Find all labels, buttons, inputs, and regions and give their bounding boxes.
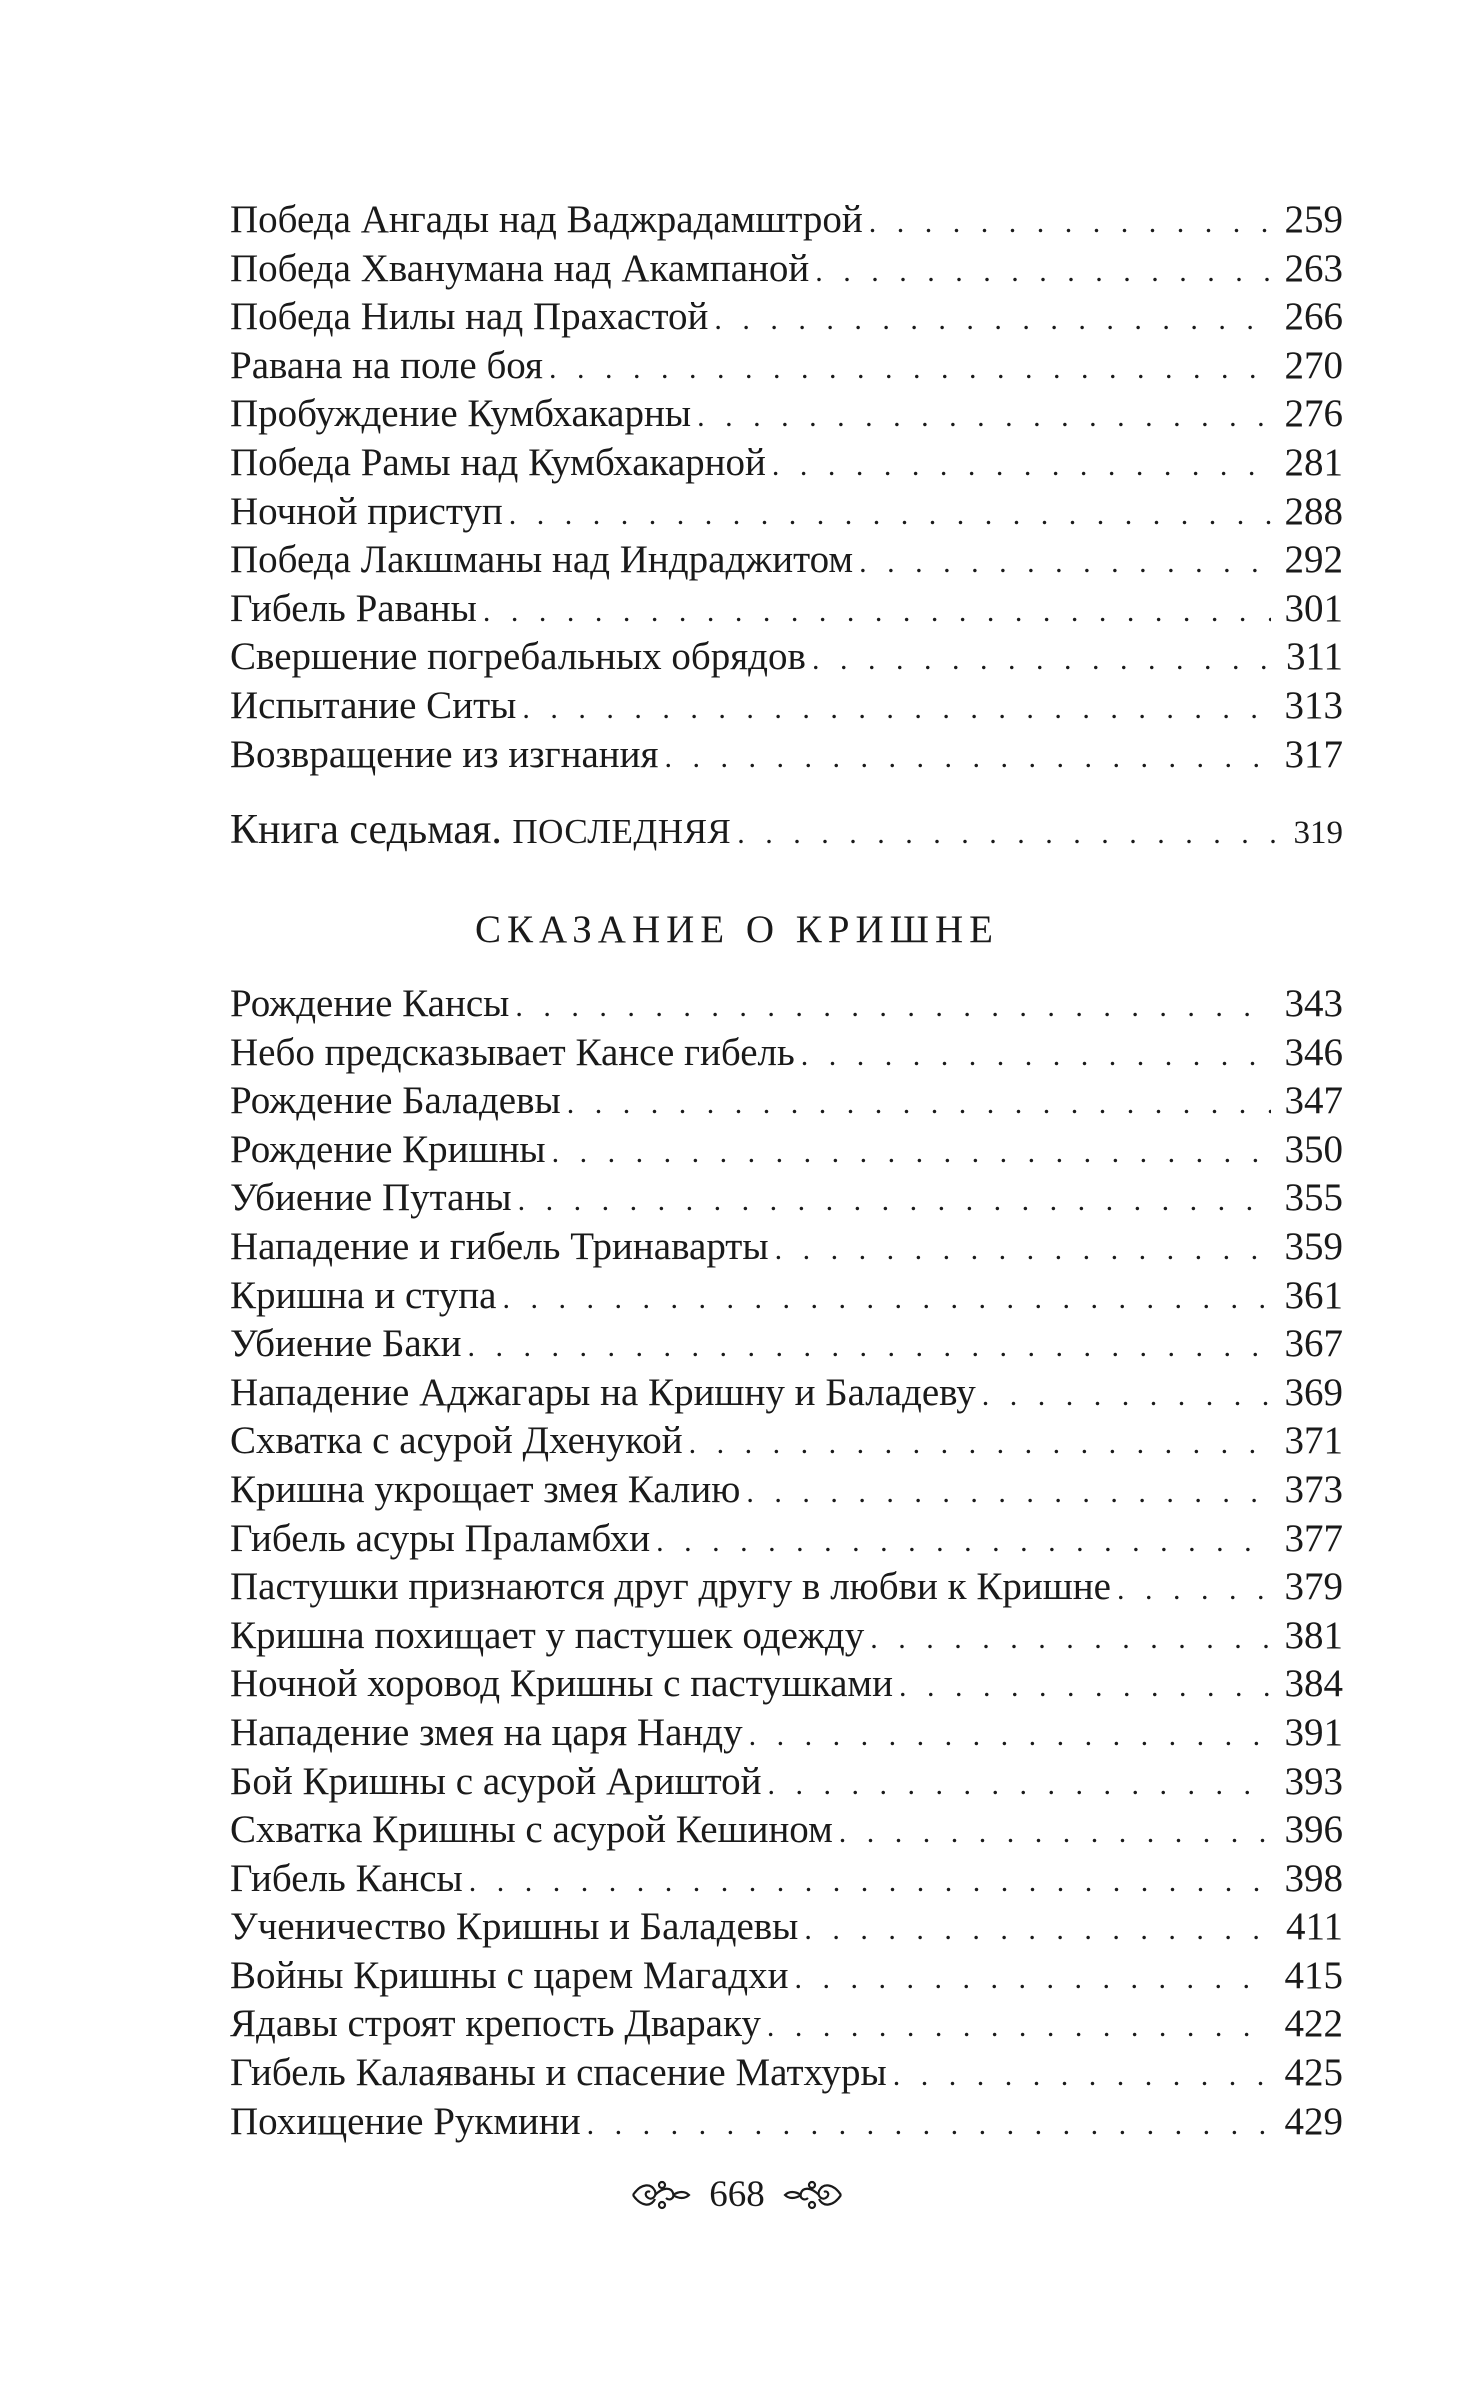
toc-entry-title: Рождение Баладевы (230, 1079, 561, 1123)
toc-entry (230, 196, 1343, 245)
dot-leader (899, 1663, 1271, 1712)
dot-leader (689, 1420, 1271, 1469)
dot-leader (468, 1323, 1271, 1372)
dot-leader (768, 1761, 1271, 1810)
toc-entry-page-number: 259 (1284, 198, 1343, 241)
toc-entry-page-number: 347 (1284, 1079, 1343, 1123)
toc-entry (230, 488, 1343, 537)
toc-entry-title: Похищение Рукмини (230, 2099, 581, 2143)
toc-entry (230, 1903, 1343, 1952)
dot-leader (515, 983, 1270, 1032)
dot-leader (697, 393, 1270, 442)
book-seven-page-number: 319 (1293, 815, 1343, 851)
toc-entry-title: Испытание Ситы (230, 683, 517, 727)
folio (0, 2170, 1474, 2220)
toc-entry-page-number: 346 (1284, 1030, 1343, 1074)
book-seven-subtitle: ПОСЛЕДНЯЯ (512, 812, 732, 851)
toc-entry-page-number: 263 (1284, 246, 1343, 290)
dot-leader (587, 2101, 1271, 2150)
toc-entry (230, 1417, 1343, 1466)
toc-entry (230, 439, 1343, 488)
toc-entry-page-number: 301 (1284, 586, 1343, 630)
toc-entry (230, 585, 1343, 634)
toc-entry-page-number: 367 (1284, 1322, 1343, 1366)
toc-entry-title: Кришна укрощает змея Калию (230, 1467, 741, 1511)
dot-leader (749, 1712, 1271, 1761)
toc-entry-title: Нападение змея на царя Нанду (230, 1710, 743, 1754)
toc-part-one (230, 196, 1343, 779)
toc-entry-title: Войны Кришны с царем Магадхи (230, 1953, 789, 1997)
dot-leader (1117, 1566, 1271, 1615)
toc-entry-page-number: 355 (1284, 1176, 1343, 1220)
toc-entry-title: Ночной приступ (230, 489, 503, 533)
toc-entry (230, 1806, 1343, 1855)
dot-leader (518, 1177, 1271, 1226)
dot-leader (812, 636, 1271, 685)
toc-entry (230, 1029, 1343, 1078)
page-number: 668 (709, 2174, 765, 2215)
toc-entry (230, 1126, 1343, 1175)
toc-entry-title: Победа Рамы над Кумбхакарной (230, 440, 766, 484)
dot-leader (775, 1226, 1271, 1275)
toc-entry-page-number: 425 (1284, 2051, 1343, 2095)
toc-entry (230, 1466, 1343, 1515)
toc-entry-title: Нападение Аджагары на Кришну и Баладеву (230, 1370, 976, 1414)
toc-entry-page-number: 429 (1284, 2099, 1343, 2143)
section-heading: СКАЗАНИЕ О КРИШНЕ (475, 908, 999, 951)
dot-leader (656, 1518, 1270, 1567)
dot-leader (509, 491, 1271, 540)
toc-entry-title: Схватка с асурой Дхенукой (230, 1419, 683, 1463)
dot-leader (893, 2052, 1271, 2101)
toc-entry-page-number: 391 (1284, 1710, 1343, 1754)
toc-entry-title: Гибель Кансы (230, 1856, 463, 1900)
toc-entry-page-number: 288 (1284, 489, 1343, 533)
toc-entry-title: Схватка Кришны с асурой Кешином (230, 1808, 833, 1852)
toc-entry (230, 1952, 1343, 2001)
toc-entry-title: Гибель Раваны (230, 586, 477, 630)
dot-leader (870, 1615, 1270, 1664)
toc-entry-title: Кришна похищает у пастушек одежду (230, 1613, 865, 1657)
dot-leader (552, 1129, 1271, 1178)
toc-entry (230, 2049, 1343, 2098)
toc-entry-page-number: 415 (1284, 1953, 1343, 1997)
dot-leader (483, 588, 1271, 637)
toc-entry (230, 682, 1343, 731)
toc-entry-title: Рождение Кансы (230, 982, 510, 1025)
dot-leader (503, 1275, 1271, 1324)
toc-entry-title: Бой Кришны с асурой Ариштой (230, 1759, 762, 1803)
toc-entry-page-number: 411 (1285, 1905, 1343, 1949)
toc-entry (230, 1563, 1343, 1612)
fleuron-right-icon (781, 2175, 845, 2215)
toc-entry (230, 2000, 1343, 2049)
toc-entry-page-number: 292 (1284, 538, 1343, 582)
toc-entry-page-number: 313 (1284, 683, 1343, 727)
toc-entry (230, 342, 1343, 391)
toc-entry (230, 536, 1343, 585)
toc-entry-page-number: 379 (1284, 1565, 1343, 1609)
toc-entry-title: Гибель Калаяваны и спасение Матхуры (230, 2051, 887, 2095)
toc-entry-page-number: 381 (1284, 1613, 1343, 1657)
toc-entry (230, 1515, 1343, 1564)
toc-entry-title: Пастушки признаются друг другу в любви к Кришне (230, 1565, 1111, 1609)
toc-entry-title: Победа Нилы над Прахастой (230, 295, 709, 339)
toc-entry-page-number: 350 (1284, 1127, 1343, 1171)
toc-entry (230, 633, 1343, 682)
toc-entry-page-number: 311 (1285, 635, 1343, 679)
toc-entry-page-number: 393 (1284, 1759, 1343, 1803)
toc-entry-title: Рождение Кришны (230, 1127, 546, 1171)
toc-entry-title: Ядавы строят крепость Двараку (230, 2002, 761, 2046)
dot-leader (772, 442, 1271, 491)
toc-entry-title: Равана на поле боя (230, 343, 543, 387)
toc-entry (230, 1758, 1343, 1807)
toc-entry (230, 1077, 1343, 1126)
dot-leader (737, 804, 1289, 864)
toc-entry-title: Пробуждение Кумбхакарны (230, 392, 692, 436)
toc-entry-title: Возвращение из изгнания (230, 732, 659, 776)
dot-leader (815, 248, 1270, 297)
toc-entry-page-number: 361 (1284, 1273, 1343, 1317)
dot-leader (567, 1080, 1271, 1129)
toc-entry (230, 1223, 1343, 1272)
toc-entry-title: Победа Лакшманы над Индраджитом (230, 538, 854, 582)
toc-entry-page-number: 371 (1284, 1419, 1343, 1463)
toc-entry (230, 1709, 1343, 1758)
book-seven-title (230, 800, 737, 862)
toc-entry (230, 2098, 1343, 2147)
dot-leader (714, 296, 1270, 345)
toc-entry (230, 1369, 1343, 1418)
toc-entry-title: Свершение погребальных обрядов (230, 635, 806, 679)
dot-leader (794, 1955, 1270, 2004)
toc-entry-page-number: 422 (1284, 2002, 1343, 2046)
toc-entry-title: Убиение Баки (230, 1322, 462, 1366)
toc-entry (230, 980, 1343, 1029)
dot-leader (469, 1858, 1271, 1907)
toc-entry-page-number: 377 (1284, 1516, 1343, 1560)
toc-entry (230, 1612, 1343, 1661)
toc-entry-title: Нападение и гибель Тринаварты (230, 1224, 769, 1268)
toc-entry-page-number: 270 (1284, 343, 1343, 387)
toc-entry (230, 731, 1343, 780)
toc-entry-title: Ночной хоровод Кришны с пастушками (230, 1662, 893, 1706)
toc-entry-page-number: 343 (1284, 982, 1343, 1025)
dot-leader (767, 2003, 1271, 2052)
toc-entry (230, 1320, 1343, 1369)
toc-entry-page-number: 373 (1284, 1467, 1343, 1511)
toc-entry-page-number: 317 (1284, 732, 1343, 776)
toc-entry-page-number: 369 (1284, 1370, 1343, 1414)
dot-leader (801, 1032, 1271, 1081)
toc-entry (230, 390, 1343, 439)
toc-entry-page-number: 398 (1284, 1856, 1343, 1900)
dot-leader (859, 539, 1270, 588)
toc-entry-page-number: 266 (1284, 295, 1343, 339)
toc-entry-title: Победа Ангады над Ваджрадамштрой (230, 198, 863, 241)
toc-entry (230, 1174, 1343, 1223)
dot-leader (549, 345, 1271, 394)
toc-entry-title: Ученичество Кришны и Баладевы (230, 1905, 799, 1949)
dot-leader (982, 1372, 1271, 1421)
toc-entry-page-number: 281 (1284, 440, 1343, 484)
toc-entry (230, 293, 1343, 342)
toc-entry-title: Гибель асуры Праламбхи (230, 1516, 651, 1560)
dot-leader (869, 199, 1271, 248)
toc-entry-title: Кришна и ступа (230, 1273, 497, 1317)
toc-entry (230, 1660, 1343, 1709)
toc-entry-page-number: 384 (1284, 1662, 1343, 1706)
toc-entry (230, 1855, 1343, 1904)
dot-leader (746, 1469, 1270, 1518)
toc-entry-title: Небо предсказывает Кансе гибель (230, 1030, 795, 1074)
dot-leader (804, 1906, 1271, 1955)
toc-part-two (230, 980, 1343, 2146)
dot-leader (664, 734, 1270, 783)
toc-book-seven-row (230, 800, 1343, 860)
toc-entry (230, 245, 1343, 294)
dot-leader (839, 1809, 1271, 1858)
toc-entry-page-number: 276 (1284, 392, 1343, 436)
toc-entry-page-number: 359 (1284, 1224, 1343, 1268)
toc-entry-page-number: 396 (1284, 1808, 1343, 1852)
book-seven-label: Книга седьмая. (230, 807, 502, 853)
fleuron-left-icon (629, 2175, 693, 2215)
toc-entry-title: Убиение Путаны (230, 1176, 512, 1220)
dot-leader (522, 685, 1270, 734)
toc-entry-title: Победа Хванумана над Акампаной (230, 246, 810, 290)
toc-entry (230, 1272, 1343, 1321)
